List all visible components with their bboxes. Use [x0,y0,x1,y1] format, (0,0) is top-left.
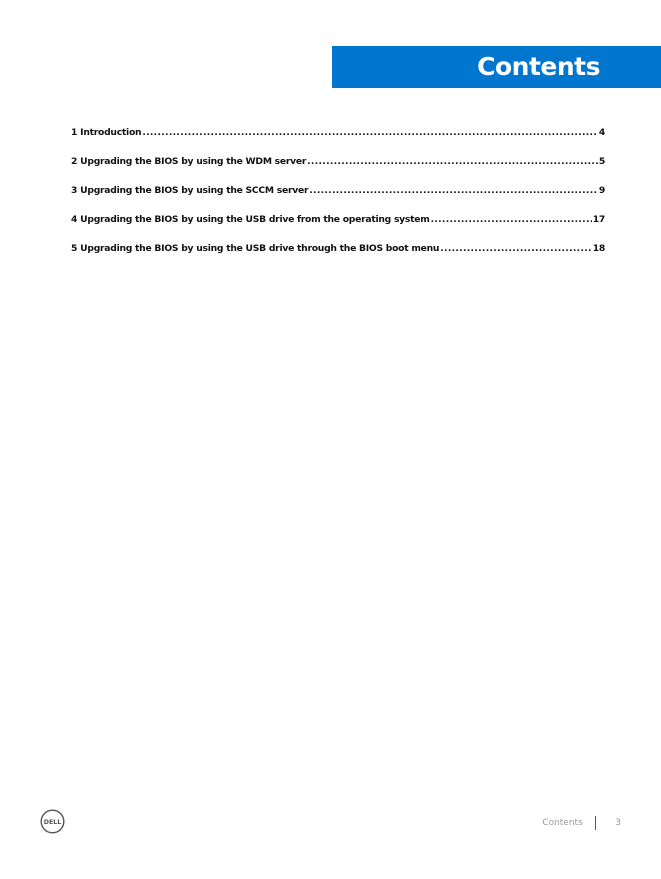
toc-entry-page: 5 [598,156,605,167]
page-title: Contents [477,52,600,81]
toc-entry-number: 3 [71,185,78,196]
toc-entry-2[interactable] [71,156,605,185]
dell-logo-icon [40,809,65,834]
page-footer [542,815,621,831]
toc-dot-leader [142,127,598,138]
toc-entry-number: 2 [71,156,78,167]
footer-section-label: Contents [542,818,583,828]
toc-entry-5[interactable] [71,243,605,272]
toc-entry-title: Upgrading the BIOS by using the USB drive through the BIOS boot menu [80,243,440,254]
toc-entry-1[interactable] [71,127,605,156]
dell-logo-text: DELL [43,819,62,826]
toc-dot-leader [440,243,591,254]
toc-entry-number: 4 [71,214,78,225]
toc-entry-page: 18 [592,243,605,254]
table-of-contents [71,127,605,272]
toc-entry-title: Upgrading the BIOS by using the USB drive from the operating system [80,214,430,225]
toc-entry-number: 1 [71,127,78,138]
title-banner [332,46,661,88]
toc-entry-page: 9 [598,185,605,196]
toc-entry-number: 5 [71,243,78,254]
toc-dot-leader [309,185,598,196]
toc-entry-title: Introduction [80,127,142,138]
toc-dot-leader [431,214,592,225]
toc-entry-title: Upgrading the BIOS by using the SCCM server [80,185,309,196]
footer-page-number: 3 [615,818,621,828]
toc-entry-title: Upgrading the BIOS by using the WDM server [80,156,307,167]
toc-entry-3[interactable] [71,185,605,214]
toc-entry-page: 4 [598,127,605,138]
toc-entry-page: 17 [592,214,605,225]
toc-entry-4[interactable] [71,214,605,243]
toc-dot-leader [307,156,598,167]
footer-separator [595,816,597,830]
